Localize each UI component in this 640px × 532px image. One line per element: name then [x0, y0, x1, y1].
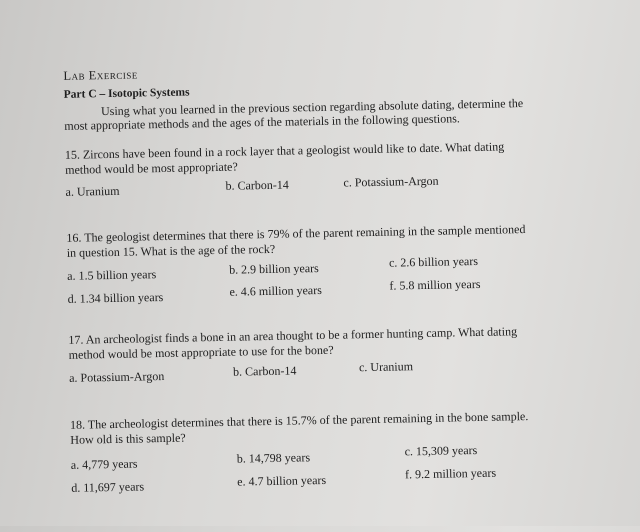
question-18-line-2: How old is this sample?	[70, 430, 186, 447]
q16-option-e: e. 4.6 million years	[229, 282, 322, 299]
q16-option-c: c. 2.6 billion years	[388, 253, 479, 270]
intro-line-1: Using what you learned in the previous section regarding absolute dating, determine the	[100, 96, 524, 119]
question-17-line-1: 17. An archeologist finds a bone in an area thought to be a former hunting camp. What dating	[68, 324, 518, 347]
part-heading: Part C – Isotopic Systems	[63, 86, 190, 101]
q16-option-b: b. 2.9 billion years	[228, 261, 319, 277]
question-16-line-2: in question 15. What is the age of the rock?	[66, 241, 276, 260]
q18-option-b: b. 14,798 years	[236, 450, 311, 466]
question-18-line-1: 18. The archeologist determines that there is 15.7% of the parent remaining in the bone sample.	[69, 409, 529, 432]
q17-option-c: c. Uranium	[358, 359, 414, 375]
q18-option-c: c. 15,309 years	[404, 443, 478, 459]
q18-option-e: e. 4.7 billion years	[237, 472, 327, 489]
q18-option-a: a. 4,779 years	[70, 456, 138, 472]
question-15-line-2: method would be most appropriate?	[65, 159, 238, 177]
q16-option-d: d. 1.34 billion years	[67, 290, 164, 306]
q18-option-f: f. 9.2 million years	[404, 465, 497, 482]
q16-option-f: f. 5.8 million years	[389, 276, 481, 293]
q17-option-a: a. Potassium-Argon	[69, 369, 165, 385]
question-17-line-2: method would be most appropriate to use for the bone?	[68, 342, 334, 362]
q17-option-b: b. Carbon-14	[232, 363, 297, 379]
question-15-line-1: 15. Zircons have been found in a rock layer that a geologist would like to date. What dating	[64, 139, 505, 162]
q16-option-a: a. 1.5 billion years	[67, 267, 157, 283]
q15-option-a: a. Uranium	[65, 183, 120, 199]
q15-option-b: b. Carbon-14	[225, 177, 289, 193]
q18-option-d: d. 11,697 years	[71, 479, 145, 495]
q15-option-c: c. Potassium-Argon	[343, 173, 439, 190]
lab-exercise-title: Lab Exercise	[63, 67, 138, 83]
intro-line-2: most appropriate methods and the ages of the materials in the following questions.	[64, 111, 460, 133]
question-16-line-1: 16. The geologist determines that there is 79% of the parent remaining in the sample mentioned	[66, 222, 526, 245]
